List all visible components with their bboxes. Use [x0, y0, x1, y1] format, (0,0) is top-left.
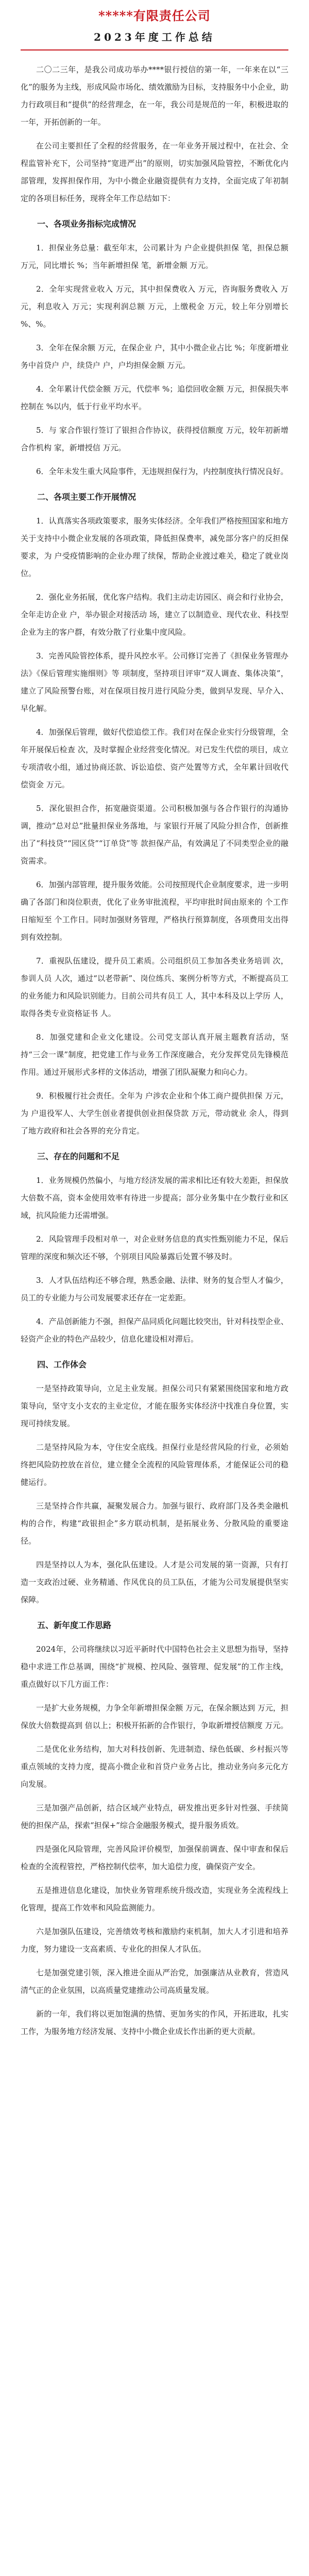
- section-heading: 一、各项业务指标完成情况: [37, 219, 136, 229]
- paragraph: 2．强化业务拓展，优化客户结构。我们主动走访园区、商会和行业协会，全年走访企业 户，举办银企对接活动 场，建立了以制造业、现代农业、科技型企业为主的客户群，有效分散了行业集中度风险。: [21, 592, 288, 637]
- paragraph: 二〇二三年，是我公司成功举办****银行授信的第一年，一年来在以“三化”的服务为主线，形成风险市场化、绩效激励为目标，支持服务中小企业，助力行政项目和“提供”的经营理念，在一年，我公司是规范的一年，积极进取的一年，开拓创新的一年。: [21, 65, 288, 127]
- paragraph: 在公司主要担任了全程的经营服务，在一年业务开展过程中，在社会、全程监管补充下，公司坚持“宽进严出”的原则，切实加强风险管控，不断优化内部管理，发挥担保作用，为中小微企业融资提供有力支持，全面完成了年初制定的各项目标任务，现将全年工作总结如下：: [21, 141, 288, 203]
- paragraph: 9．积极履行社会责任。全年为 户涉农企业和个体工商户提供担保 万元，为 户退役军人、大学生创业者提供创业担保贷款 万元，带动就业 余人，得到了地方政府和社会各界的充分肯定。: [21, 1091, 288, 1136]
- paragraph: 2．全年实现营业收入 万元，其中担保费收入 万元，咨询服务费收入 万元，利息收入 万元；实现利润总额 万元，上缴税金 万元，较上年分别增长 %、%。: [21, 284, 288, 329]
- paragraph: 6．加强内部管理，提升服务效能。公司按照现代企业制度要求，进一步明确了各部门和岗位职责，优化了业务审批流程，平均审批时间由原来的 个工作日缩短至 个工作日。同时加强财务管理，严格执行预算制度，各项费用支出得到有效控制。: [21, 880, 288, 942]
- document-body: [21, 61, 288, 2040]
- paragraph: 3．完善风险管控体系，提升风控水平。公司修订完善了《担保业务管理办法》《保后管理实施细则》等 项制度，坚持项目评审“双人调查、集体决策”，建立了风险预警台账，对在保项目按月进行风险分类，做到早发现、早介入、早化解。: [21, 651, 288, 713]
- company-name: *****有限责任公司: [98, 8, 211, 23]
- paragraph: 7．重视队伍建设，提升员工素质。公司组织员工参加各类业务培训 次，参训人员 人次，通过“以老带新”、岗位练兵、案例分析等方式，不断提高员工的业务能力和风险识别能力。目前公司共有员工 人，其中本科及以上学历 人，取得各类专业资格证书 人。: [21, 956, 288, 1018]
- paragraph: 6．全年未发生重大风险事件，无违规担保行为，内控制度执行情况良好。: [36, 467, 288, 476]
- paragraph: 4．加强保后管理，做好代偿追偿工作。我们对在保企业实行分级管理，全年开展保后检查 次，及时掌握企业经营变化情况。对已发生代偿的项目，成立专项清收小组，通过协商还款、诉讼追偿、资产处置等方式，全年累计回收代偿资金 万元。: [21, 727, 288, 789]
- paragraph: 5．深化银担合作，拓宽融资渠道。公司积极加强与各合作银行的沟通协调，推动“总对总”批量担保业务落地，与 家银行开展了风险分担合作，创新推出了“科技贷”“园区贷”“订单贷”等 款担保产品，有效满足了不同类型企业的融资需求。: [21, 804, 288, 866]
- paragraph: 一是扩大业务规模，力争全年新增担保金额 万元，在保余额达到 万元，担保放大倍数提高到 倍以上；积极开拓新的合作银行，争取新增授信额度 万元。: [21, 1703, 288, 1730]
- document-title: 2023年度工作总结: [94, 31, 215, 43]
- paragraph: 一是坚持政策导向，立足主业发展。担保公司只有紧紧围绕国家和地方政策导向，坚守支小支农的主业定位，才能在服务实体经济中找准自身位置，实现可持续发展。: [21, 1384, 288, 1428]
- paragraph: 四是坚持以人为本，强化队伍建设。人才是公司发展的第一资源，只有打造一支政治过硬、业务精通、作风优良的员工队伍，才能为公司发展提供坚实保障。: [21, 1560, 288, 1604]
- paragraph: 2024年，公司将继续以习近平新时代中国特色社会主义思想为指导，坚持稳中求进工作总基调，围绕“扩规模、控风险、强管理、促发展”的工作主线，重点做好以下几方面工作：: [21, 1645, 288, 1689]
- paragraph: 1．业务规模仍然偏小，与地方经济发展的需求相比还有较大差距，担保放大倍数不高，资本金使用效率有待进一步提高；部分业务集中在少数行业和区域，抗风险能力还需增强。: [21, 1176, 288, 1220]
- paragraph: 3．全年在保余额 万元，在保企业 户，其中小微企业占比 %；年度新增业务中首贷户 户，续贷户 户，户均担保金额 万元。: [21, 343, 288, 370]
- paragraph: 3．人才队伍结构还不够合理，熟悉金融、法律、财务的复合型人才偏少，员工的专业能力与公司发展要求还存在一定差距。: [21, 1276, 288, 1302]
- paragraph: 4．产品创新能力不强，担保产品同质化问题比较突出，针对科技型企业、轻资产企业的特色产品较少，信息化建设相对滞后。: [21, 1317, 288, 1344]
- paragraph: 2．风险管理手段相对单一，对企业财务信息的真实性甄别能力不足，保后管理的深度和频次还不够，个别项目风险暴露后处置不够及时。: [21, 1234, 288, 1261]
- section-heading: 四、工作体会: [37, 1360, 87, 1369]
- paragraph: 五是推进信息化建设，加快业务管理系统升级改造，实现业务全流程线上化管理，提高工作效率和风险监测能力。: [21, 1886, 288, 1912]
- paragraph: 三是加强产品创新，结合区域产业特点，研发推出更多针对性强、手续简便的担保产品，探索“担保+”综合金融服务模式，提升服务质效。: [21, 1803, 288, 1830]
- paragraph: 三是坚持合作共赢，凝聚发展合力。加强与银行、政府部门及各类金融机构的合作，构建“政银担企”多方联动机制，是拓展业务、分散风险的重要途径。: [21, 1501, 288, 1546]
- paragraph: 新的一年，我们将以更加饱满的热情、更加务实的作风，开拓进取，扎实工作，为服务地方经济发展、支持中小微企业成长作出新的更大贡献。: [21, 2009, 288, 2036]
- paragraph: 4．全年累计代偿金额 万元，代偿率 %；追偿回收金额 万元，担保损失率控制在 %以内，低于行业平均水平。: [21, 384, 288, 411]
- paragraph: 5．与 家合作银行签订了银担合作协议，获得授信额度 万元，较年初新增合作机构 家，新增授信 万元。: [21, 426, 288, 452]
- paragraph: 8．加强党建和企业文化建设。公司党支部认真开展主题教育活动，坚持“三会一课”制度，把党建工作与业务工作深度融合，充分发挥党员先锋模范作用。通过开展形式多样的文体活动，增强了团队凝聚力和向心力。: [21, 1032, 288, 1077]
- paragraph: 六是加强队伍建设，完善绩效考核和激励约束机制，加大人才引进和培养力度，努力建设一支高素质、专业化的担保人才队伍。: [21, 1927, 288, 1954]
- paragraph: 二是优化业务结构，加大对科技创新、先进制造、绿色低碳、乡村振兴等重点领域的支持力度，提高小微企业和首贷户业务占比，推动业务向多元化方向发展。: [21, 1744, 288, 1789]
- paragraph: 四是强化风险管理，完善风险评价模型，加强保前调查、保中审查和保后检查的全流程管控，严格控制代偿率，加大追偿力度，确保资产安全。: [21, 1844, 288, 1871]
- paragraph: 二是坚持风险为本，守住安全底线。担保行业是经营风险的行业，必须始终把风险防控放在首位，建立健全全流程的风险管理体系，才能保证公司的稳健运行。: [21, 1443, 288, 1487]
- red-divider: [21, 49, 288, 50]
- paragraph: 1．认真落实各项政策要求，服务实体经济。全年我们严格按照国家和地方关于支持中小微企业发展的各项政策，降低担保费率，减免部分客户的反担保要求，为 户受疫情影响的企业办理了续保，帮助企业渡过难关，稳定了就业岗位。: [21, 516, 288, 578]
- paragraph: 七是加强党建引领，深入推进全面从严治党，加强廉洁从业教育，营造风清气正的企业氛围，以高质量党建推动公司高质量发展。: [21, 1968, 288, 1995]
- section-heading: 二、各项主要工作开展情况: [37, 492, 136, 502]
- document-page: [21, 0, 288, 2040]
- section-heading: 五、新年度工作思路: [37, 1620, 112, 1630]
- section-heading: 三、存在的问题和不足: [37, 1151, 120, 1161]
- paragraph: 1．担保业务总量：截至年末，公司累计为 户企业提供担保 笔，担保总额 万元，同比增长 %；当年新增担保 笔，新增金额 万元。: [21, 243, 288, 270]
